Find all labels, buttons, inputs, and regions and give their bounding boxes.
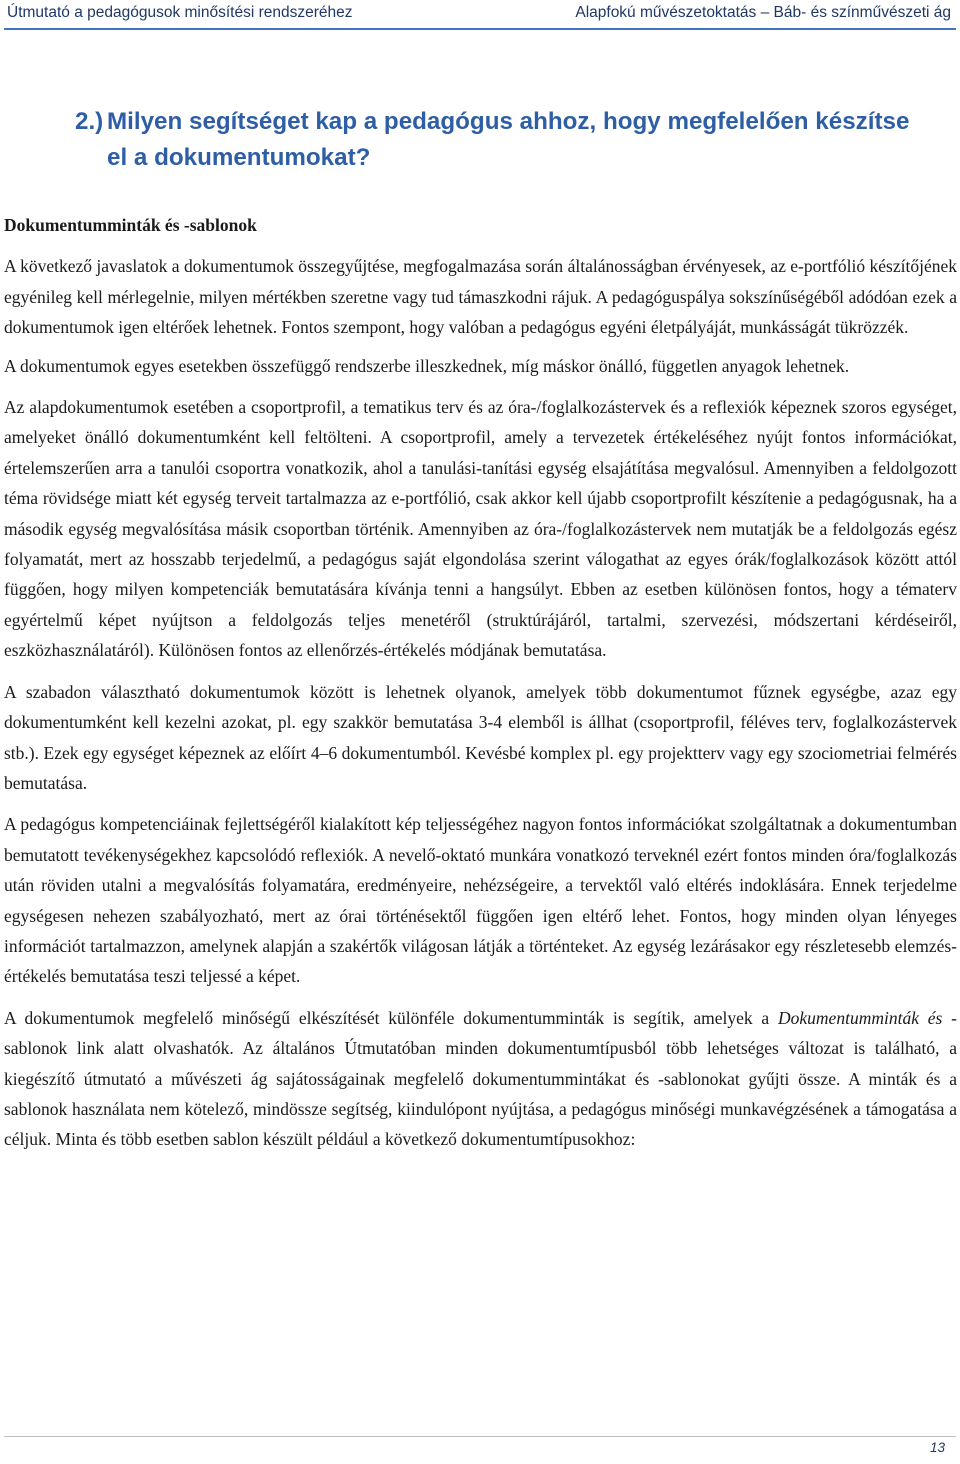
- page-number: 13: [930, 1440, 946, 1455]
- header-document-title: Útmutató a pedagógusok minősítési rendszeréhez: [7, 4, 353, 21]
- paragraph-6-text-start: A dokumentumok megfelelő minőségű elkészítését különféle dokumentumminták is segítik, amelyek a: [4, 1007, 779, 1028]
- subsection-heading: Dokumentumminták és -sablonok: [4, 215, 257, 235]
- paragraph-1: A következő javaslatok a dokumentumok összegyűjtése, megfogalmazása során általánosságban érvényesek, az e-portfólió készítőjének egyénileg kell mérlegelnie, milyen mértékben szeretne vagy tud támaszkodni rájuk. A pedagóguspálya sokszínűségéből adódóan ezek a dokumentumok igen eltérőek lehetnek. Fontos szempont, hogy valóban a pedagógus egyéni életpályáját, munkásságát tükrözzék.: [4, 256, 957, 338]
- paragraph-6-text-end: -sablonok link alatt olvashatók. Az általános Útmutatóban minden dokumentumtípusból több lehetséges változat is található, a kiegészítő útmutató a művészeti ág sajátosságainak megfelelő dokumentummintákat és -sablonokat gyűjti össze. A minták és a sablonok használata nem kötelező, mindössze segítség, kiindulópont nyújtása, a pedagógus minőségi munkavégzésének a támogatása a céljuk. Minta és több esetben sablon készült például a következő dokumentumtípusokhoz:: [4, 1007, 958, 1150]
- section-heading-line-2: el a dokumentumokat?: [107, 144, 371, 171]
- footer-divider: [4, 1436, 956, 1437]
- body-text: [4, 210, 957, 1163]
- paragraph-4: A szabadon választható dokumentumok között is lehetnek olyanok, amelyek több dokumentumot fűznek egységbe, azaz egy dokumentumként kell kezelni azokat, pl. egy szakkör bemutatása 3-4 elemből is állhat (csoportprofil, féléves terv, foglalkozástervek stb.). Ezek egy egységet képeznek az előírt 4–6 dokumentumból. Kevésbé komplex pl. egy projektterv vagy egy szociometriai felmérés bemutatása.: [4, 681, 957, 793]
- paragraph-6: [4, 1003, 957, 1155]
- paragraph-3: Az alapdokumentumok esetében a csoportprofil, a tematikus terv és az óra-/foglalkozástervek és a reflexiók képeznek szoros egységet, amelyeket önálló dokumentumként kell feltölteni. A csoportprofil, amely a tervezetek értékeléséhez nyújt fontos információkat, értelemszerűen arra a tanulói csoportra vonatkozik, ahol a tanulási-tanítási egység elsajátítása megvalósul. Amennyiben a feldolgozott téma rövidsége miatt két egység terveit tartalmazza az e-portfólió, csak akkor kell újabb csoportprofilt készítenie a pedagógusnak, ha a második egység megvalósítása másik csoportban történik. Amennyiben az óra-/foglalkozástervek nem mutatják be a feldolgozás egész folyamatát, mert az hosszabb terjedelmű, a pedagógus saját elgondolása szerint válogathat az egyes órák/foglalkozások között attól függően, hogy milyen kompetenciák bemutatására kívánja tenni a hangsúlyt. Ebben az esetben különösen fontos, hogy a tématerv egyértelmű képet nyújtson a feldolgozás teljes menetéről (struktúrájáról, tartalmi, szervezési, módszertani kérdéseiről, eszközhasználatáról). Különösen fontos az ellenőrzés-értékelés módjának bemutatása.: [4, 397, 957, 661]
- header-divider: [4, 28, 956, 30]
- header-section-title: Alapfokú művészetoktatás – Báb- és színművészeti ág: [575, 4, 951, 21]
- section-heading-line-1: Milyen segítséget kap a pedagógus ahhoz, hogy megfelelően készítse: [107, 108, 910, 135]
- paragraph-5: A pedagógus kompetenciáinak fejlettségéről kialakított kép teljességéhez nagyon fontos információkat szolgáltatnak a dokumentumban bemutatott tevékenységekhez kapcsolódó reflexiók. A nevelő-oktató munkára vonatkozó terveknél ezért fontos minden óra/foglalkozás után röviden utalni a megvalósítás folyamatára, eredményeire, nehézségeire, a tervektől való eltérés indoklására. Ennek terjedelme egységesen nehezen szabályozható, mert az órai történésektől függően igen eltérő lehet. Fontos, hogy minden olyan lényeges információt tartalmazzon, amelynek alapján a szakértők világosan látják a történteket. Az egység lezárásakor egy részletesebb elemzés-értékelés bemutatása teszi teljessé a képet.: [4, 814, 957, 987]
- section-heading: [75, 104, 955, 176]
- dokumentumminták-link-text: Dokumentumminták és: [778, 1007, 943, 1028]
- page-header: [0, 0, 960, 28]
- paragraph-2: A dokumentumok egyes esetekben összefüggő rendszerbe illeszkednek, míg máskor önálló, független anyagok lehetnek.: [4, 355, 850, 376]
- section-number: 2.): [75, 108, 104, 135]
